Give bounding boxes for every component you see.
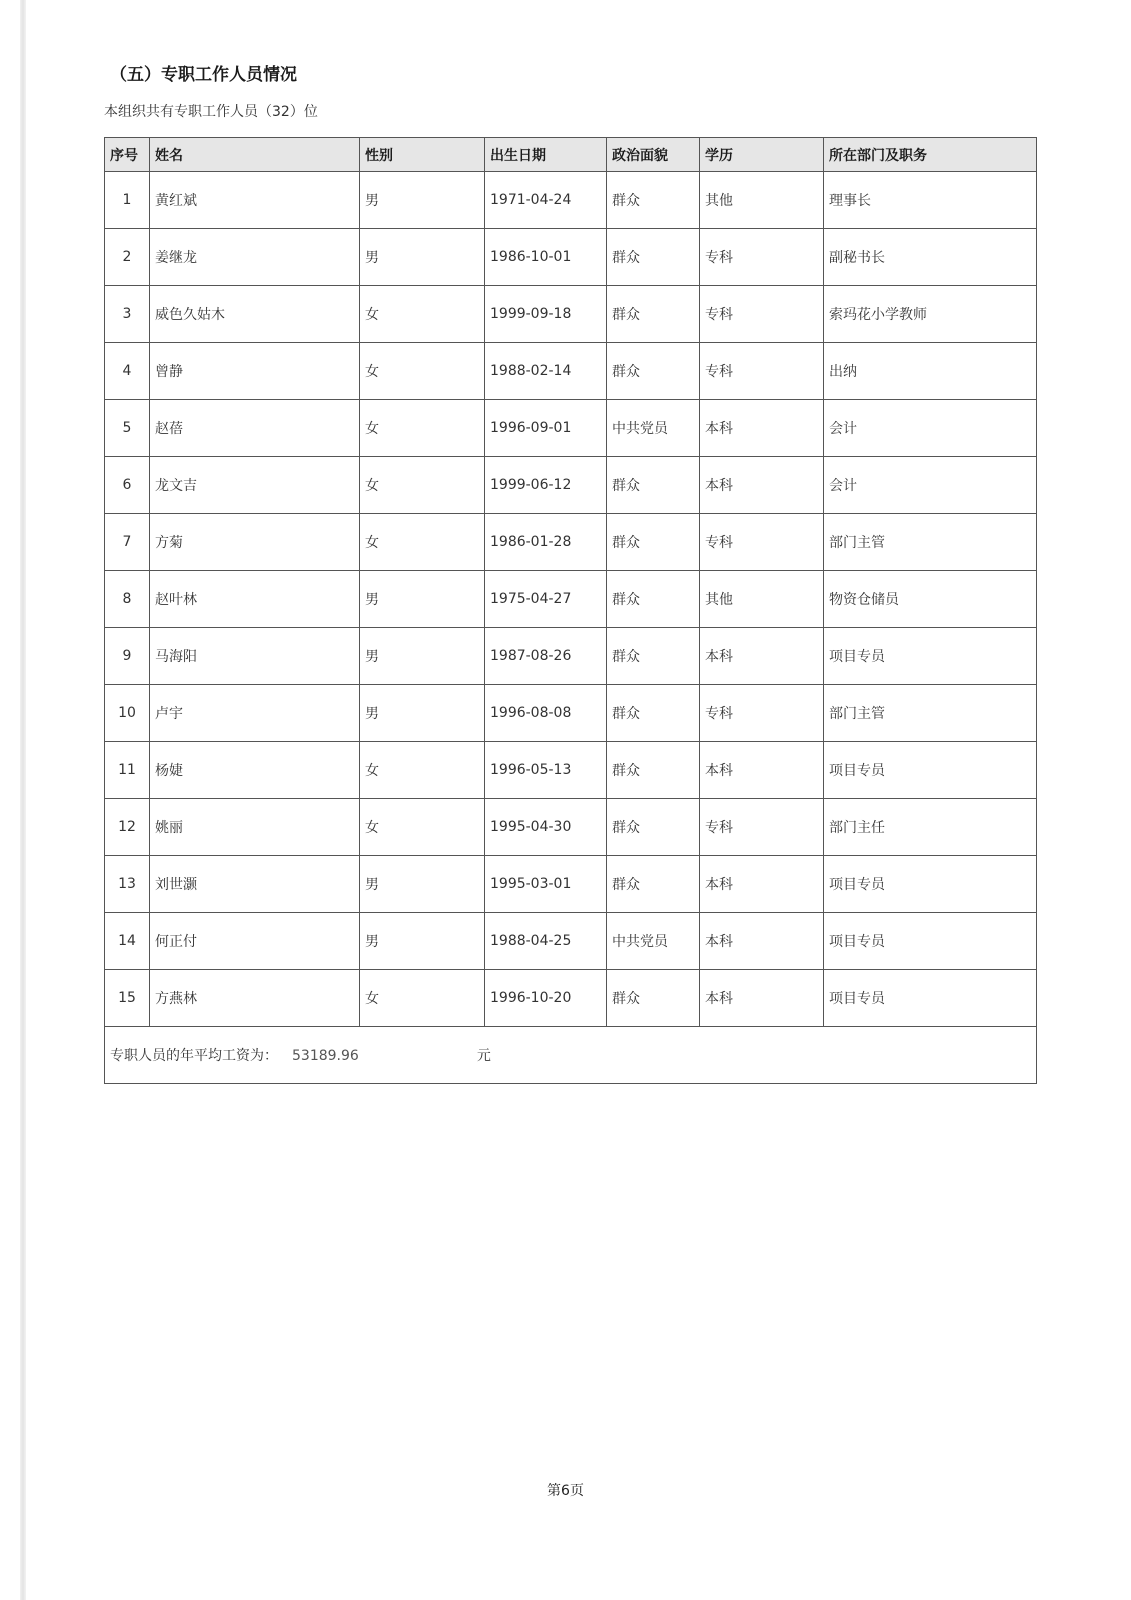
- cell-education: 本科: [700, 856, 824, 913]
- cell-gender: 男: [360, 229, 485, 286]
- cell-political: 群众: [607, 229, 700, 286]
- cell-name: 马海阳: [150, 628, 360, 685]
- table-row: [105, 343, 1037, 400]
- cell-education: 专科: [700, 799, 824, 856]
- cell-dob: 1995-04-30: [485, 799, 607, 856]
- salary-value: 53189.96: [292, 1048, 359, 1064]
- cell-gender: 男: [360, 856, 485, 913]
- header-position: 所在部门及职务: [824, 138, 1037, 172]
- cell-education: 专科: [700, 229, 824, 286]
- cell-position: 部门主管: [824, 514, 1037, 571]
- cell-name: 赵叶林: [150, 571, 360, 628]
- cell-gender: 男: [360, 913, 485, 970]
- cell-idx: 1: [105, 172, 150, 229]
- cell-idx: 15: [105, 970, 150, 1027]
- cell-position: 项目专员: [824, 913, 1037, 970]
- cell-position: 会计: [824, 457, 1037, 514]
- cell-gender: 女: [360, 286, 485, 343]
- cell-political: 中共党员: [607, 400, 700, 457]
- cell-position: 会计: [824, 400, 1037, 457]
- cell-position: 项目专员: [824, 628, 1037, 685]
- cell-idx: 14: [105, 913, 150, 970]
- cell-political: 群众: [607, 685, 700, 742]
- cell-political: 群众: [607, 799, 700, 856]
- cell-idx: 11: [105, 742, 150, 799]
- cell-dob: 1975-04-27: [485, 571, 607, 628]
- table-row: [105, 742, 1037, 799]
- cell-education: 其他: [700, 571, 824, 628]
- cell-dob: 1986-10-01: [485, 229, 607, 286]
- cell-idx: 3: [105, 286, 150, 343]
- cell-education: 本科: [700, 913, 824, 970]
- cell-dob: 1999-09-18: [485, 286, 607, 343]
- cell-gender: 女: [360, 970, 485, 1027]
- cell-political: 群众: [607, 514, 700, 571]
- cell-education: 其他: [700, 172, 824, 229]
- page-number: 第6页: [547, 1483, 584, 1499]
- cell-education: 专科: [700, 685, 824, 742]
- cell-position: 理事长: [824, 172, 1037, 229]
- cell-political: 群众: [607, 628, 700, 685]
- cell-name: 杨婕: [150, 742, 360, 799]
- header-education: 学历: [700, 138, 824, 172]
- cell-name: 黄红斌: [150, 172, 360, 229]
- cell-dob: 1996-08-08: [485, 685, 607, 742]
- cell-name: 龙文吉: [150, 457, 360, 514]
- table-row: [105, 571, 1037, 628]
- cell-idx: 13: [105, 856, 150, 913]
- cell-education: 专科: [700, 514, 824, 571]
- section-title: （五）专职工作人员情况: [110, 65, 297, 85]
- salary-label: 专职人员的年平均工资为：: [110, 1048, 278, 1064]
- cell-name: 何正付: [150, 913, 360, 970]
- cell-education: 本科: [700, 742, 824, 799]
- cell-gender: 女: [360, 400, 485, 457]
- header-dob: 出生日期: [485, 138, 607, 172]
- cell-political: 群众: [607, 970, 700, 1027]
- cell-gender: 女: [360, 457, 485, 514]
- cell-dob: 1996-05-13: [485, 742, 607, 799]
- cell-name: 姚丽: [150, 799, 360, 856]
- cell-dob: 1988-04-25: [485, 913, 607, 970]
- cell-name: 卢宇: [150, 685, 360, 742]
- cell-political: 群众: [607, 742, 700, 799]
- cell-political: 群众: [607, 172, 700, 229]
- cell-gender: 女: [360, 514, 485, 571]
- staff-table-body: [105, 172, 1037, 1027]
- cell-education: 本科: [700, 970, 824, 1027]
- cell-position: 部门主任: [824, 799, 1037, 856]
- cell-idx: 6: [105, 457, 150, 514]
- cell-political: 群众: [607, 571, 700, 628]
- table-row: [105, 514, 1037, 571]
- cell-political: 中共党员: [607, 913, 700, 970]
- cell-position: 出纳: [824, 343, 1037, 400]
- table-row: [105, 229, 1037, 286]
- cell-gender: 女: [360, 742, 485, 799]
- table-row: [105, 286, 1037, 343]
- table-row: [105, 799, 1037, 856]
- page-spine-shadow: [20, 0, 26, 1600]
- staff-table: [104, 137, 1037, 1084]
- cell-idx: 9: [105, 628, 150, 685]
- cell-position: 副秘书长: [824, 229, 1037, 286]
- cell-education: 本科: [700, 628, 824, 685]
- cell-education: 专科: [700, 343, 824, 400]
- cell-dob: 1995-03-01: [485, 856, 607, 913]
- cell-education: 专科: [700, 286, 824, 343]
- cell-name: 刘世灏: [150, 856, 360, 913]
- table-row: [105, 970, 1037, 1027]
- cell-position: 项目专员: [824, 742, 1037, 799]
- cell-education: 本科: [700, 457, 824, 514]
- cell-dob: 1999-06-12: [485, 457, 607, 514]
- cell-idx: 7: [105, 514, 150, 571]
- cell-dob: 1986-01-28: [485, 514, 607, 571]
- cell-position: 物资仓储员: [824, 571, 1037, 628]
- cell-idx: 4: [105, 343, 150, 400]
- cell-political: 群众: [607, 457, 700, 514]
- cell-position: 项目专员: [824, 856, 1037, 913]
- salary-cell: [105, 1027, 1037, 1084]
- table-row: [105, 913, 1037, 970]
- cell-name: 姜继龙: [150, 229, 360, 286]
- cell-dob: 1996-10-20: [485, 970, 607, 1027]
- staff-summary: 本组织共有专职工作人员（32）位: [104, 104, 318, 120]
- table-header-row: [105, 138, 1037, 172]
- table-row: [105, 400, 1037, 457]
- cell-dob: 1971-04-24: [485, 172, 607, 229]
- cell-gender: 女: [360, 343, 485, 400]
- header-political: 政治面貌: [607, 138, 700, 172]
- cell-gender: 男: [360, 685, 485, 742]
- cell-idx: 10: [105, 685, 150, 742]
- table-row: [105, 856, 1037, 913]
- cell-idx: 12: [105, 799, 150, 856]
- salary-unit: 元: [476, 1048, 491, 1064]
- cell-idx: 2: [105, 229, 150, 286]
- cell-political: 群众: [607, 343, 700, 400]
- header-idx: 序号: [105, 138, 150, 172]
- cell-idx: 8: [105, 571, 150, 628]
- cell-dob: 1987-08-26: [485, 628, 607, 685]
- cell-name: 赵蓓: [150, 400, 360, 457]
- cell-name: 方燕林: [150, 970, 360, 1027]
- cell-political: 群众: [607, 286, 700, 343]
- cell-position: 索玛花小学教师: [824, 286, 1037, 343]
- cell-name: 威色久姑木: [150, 286, 360, 343]
- cell-position: 部门主管: [824, 685, 1037, 742]
- cell-gender: 女: [360, 799, 485, 856]
- cell-gender: 男: [360, 571, 485, 628]
- cell-political: 群众: [607, 856, 700, 913]
- header-name: 姓名: [150, 138, 360, 172]
- cell-idx: 5: [105, 400, 150, 457]
- table-row: [105, 628, 1037, 685]
- cell-dob: 1988-02-14: [485, 343, 607, 400]
- cell-dob: 1996-09-01: [485, 400, 607, 457]
- cell-name: 曾静: [150, 343, 360, 400]
- cell-gender: 男: [360, 628, 485, 685]
- cell-education: 本科: [700, 400, 824, 457]
- table-row: [105, 172, 1037, 229]
- table-row: [105, 457, 1037, 514]
- cell-position: 项目专员: [824, 970, 1037, 1027]
- salary-row: [105, 1027, 1037, 1084]
- cell-gender: 男: [360, 172, 485, 229]
- header-gender: 性别: [360, 138, 485, 172]
- table-row: [105, 685, 1037, 742]
- cell-name: 方菊: [150, 514, 360, 571]
